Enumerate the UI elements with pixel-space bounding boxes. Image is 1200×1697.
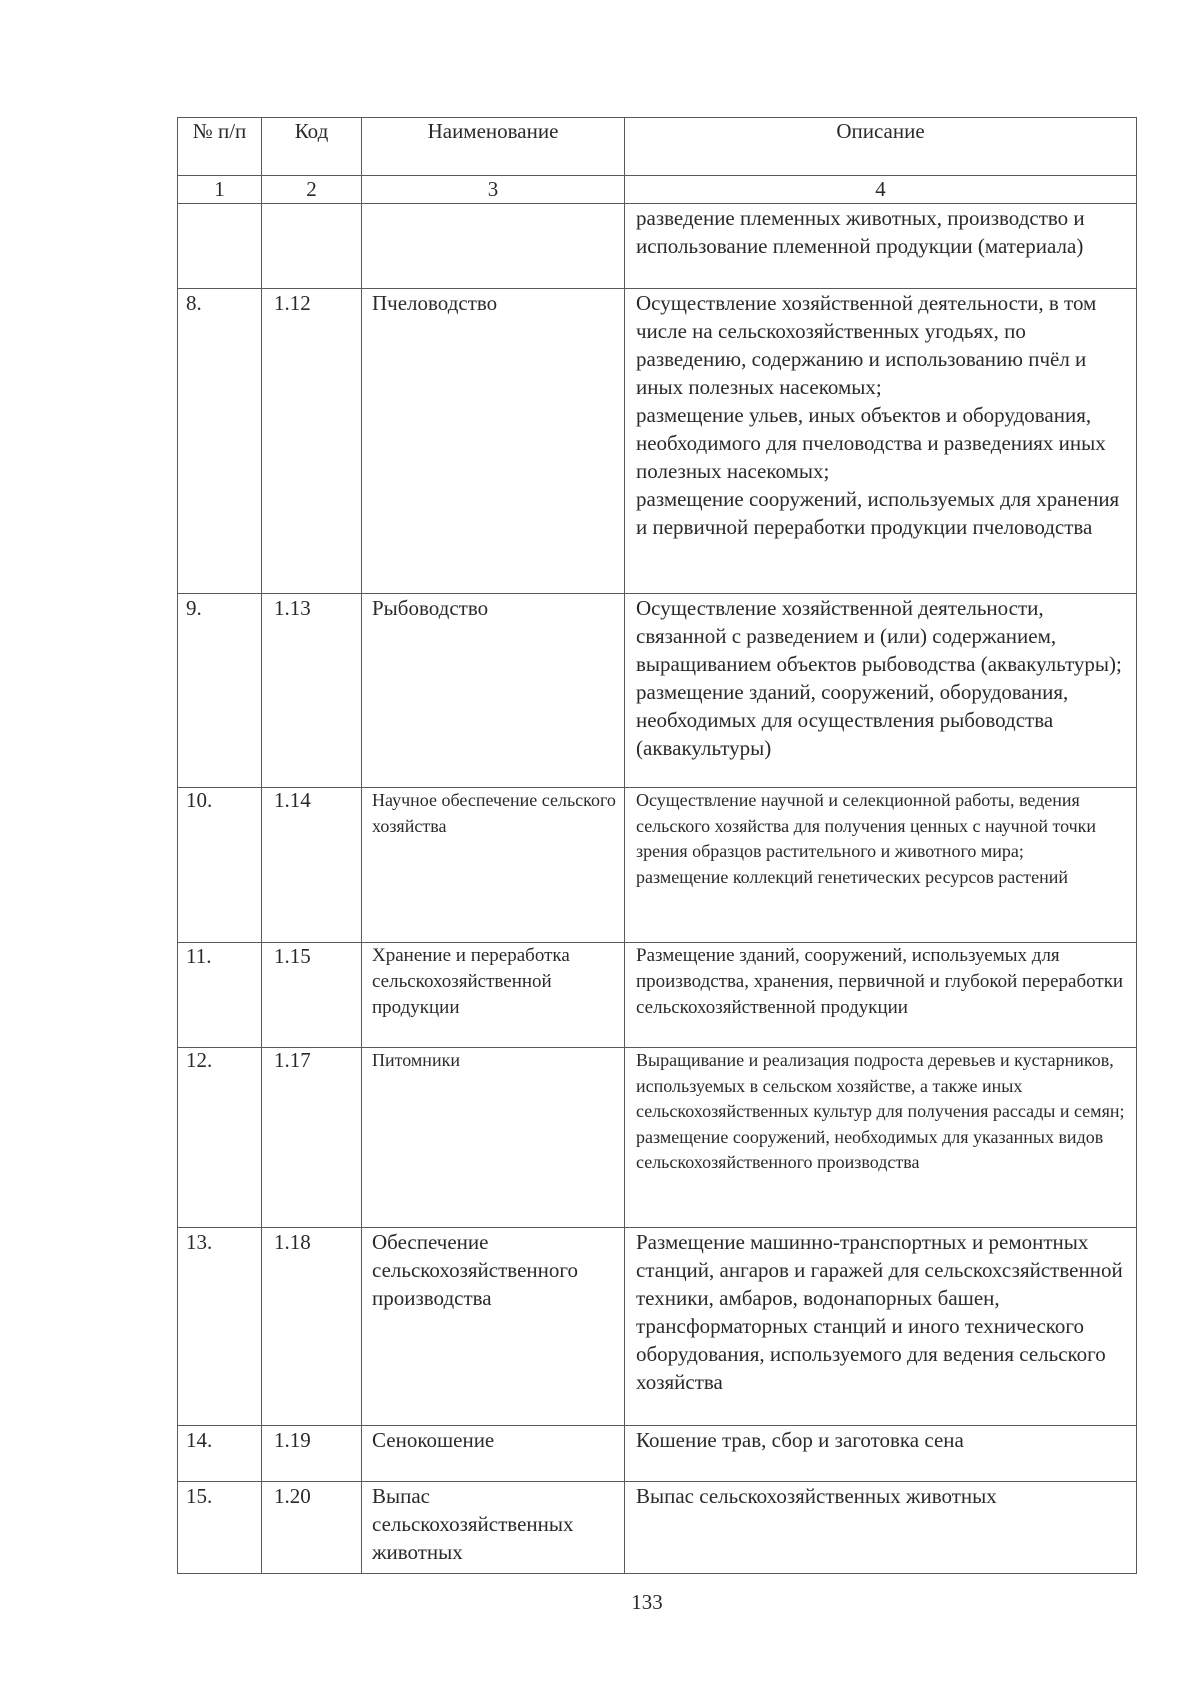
cell-code: 1.20: [262, 1482, 362, 1574]
cell-name: [362, 204, 625, 289]
column-number: 4: [625, 176, 1137, 204]
cell-code: 1.14: [262, 788, 362, 943]
cell-description: Выпас сельскохозяйственных животных: [625, 1482, 1137, 1574]
cell-number: 10.: [178, 788, 262, 943]
cell-description: Размещение машинно-транспортных и ремонтных станций, ангаров и гаражей для сельскохсзяйственной техники, амбаров, водонапорных башен, трансформаторных станций и иного технического оборудования, используемого для ведения сельского хозяйства: [625, 1228, 1137, 1426]
cell-number: 13.: [178, 1228, 262, 1426]
cell-name: Обеспечение сельскохозяйственного производства: [362, 1228, 625, 1426]
column-number: 2: [262, 176, 362, 204]
table-row: [178, 1048, 1137, 1228]
cell-code: [262, 204, 362, 289]
cell-description: Выращивание и реализация подроста деревьев и кустарников, используемых в сельском хозяйстве, а также иных сельскохозяйственных культур для получения рассады и семян; размещение сооружений, необходимых для указанных видов сельскохозяйственного производства: [625, 1048, 1137, 1228]
header-number: № п/п: [178, 118, 262, 176]
cell-code: 1.18: [262, 1228, 362, 1426]
table-header-row: [178, 118, 1137, 176]
cell-number: 11.: [178, 943, 262, 1048]
cell-code: 1.13: [262, 594, 362, 788]
cell-number: 15.: [178, 1482, 262, 1574]
header-description: Описание: [625, 118, 1137, 176]
table-row: [178, 1426, 1137, 1482]
table-row: [178, 289, 1137, 594]
cell-name: Научное обеспечение сельского хозяйства: [362, 788, 625, 943]
cell-name: Хранение и переработка сельскохозяйственной продукции: [362, 943, 625, 1048]
table-row: [178, 1228, 1137, 1426]
cell-name: Рыбоводство: [362, 594, 625, 788]
header-code: Код: [262, 118, 362, 176]
cell-number: 12.: [178, 1048, 262, 1228]
cell-number: [178, 204, 262, 289]
cell-description: Размещение зданий, сооружений, используемых для производства, хранения, первичной и глубокой переработки сельскохозяйственной продукции: [625, 943, 1137, 1048]
table-row-continued: [178, 204, 1137, 289]
cell-description: Осуществление научной и селекционной работы, ведения сельского хозяйства для получения ценных с научной точки зрения образцов растительного и животного мира; размещение коллекций генетических ресурсов растений: [625, 788, 1137, 943]
cell-description: Осуществление хозяйственной деятельности, связанной с разведением и (или) содержанием, выращиванием объектов рыбоводства (аквакультуры); размещение зданий, сооружений, оборудования, необходимых для осуществления рыбоводства (аквакультуры): [625, 594, 1137, 788]
cell-description: разведение племенных животных, производство и использование племенной продукции (материала): [625, 204, 1137, 289]
cell-description: Кошение трав, сбор и заготовка сена: [625, 1426, 1137, 1482]
land-use-table: [177, 117, 1137, 1574]
cell-code: 1.15: [262, 943, 362, 1048]
column-numbers-row: [178, 176, 1137, 204]
table-row: [178, 594, 1137, 788]
cell-name: Пчеловодство: [362, 289, 625, 594]
cell-code: 1.12: [262, 289, 362, 594]
table-row: [178, 943, 1137, 1048]
cell-name: Выпас сельскохозяйственных животных: [362, 1482, 625, 1574]
cell-number: 14.: [178, 1426, 262, 1482]
cell-number: 8.: [178, 289, 262, 594]
page-number: 133: [631, 1590, 663, 1614]
table-row: [178, 1482, 1137, 1574]
cell-code: 1.19: [262, 1426, 362, 1482]
cell-number: 9.: [178, 594, 262, 788]
header-name: Наименование: [362, 118, 625, 176]
cell-code: 1.17: [262, 1048, 362, 1228]
cell-name: Питомники: [362, 1048, 625, 1228]
cell-description: Осуществление хозяйственной деятельности, в том числе на сельскохозяйственных угодьях, по разведению, содержанию и использованию пчёл и иных полезных насекомых; размещение ульев, иных объектов и оборудования, необходимого для пчеловодства и разведениях иных полезных насекомых; размещение сооружений, используемых для хранения и первичной переработки продукции пчеловодства: [625, 289, 1137, 594]
column-number: 1: [178, 176, 262, 204]
table-row: [178, 788, 1137, 943]
column-number: 3: [362, 176, 625, 204]
cell-name: Сенокошение: [362, 1426, 625, 1482]
